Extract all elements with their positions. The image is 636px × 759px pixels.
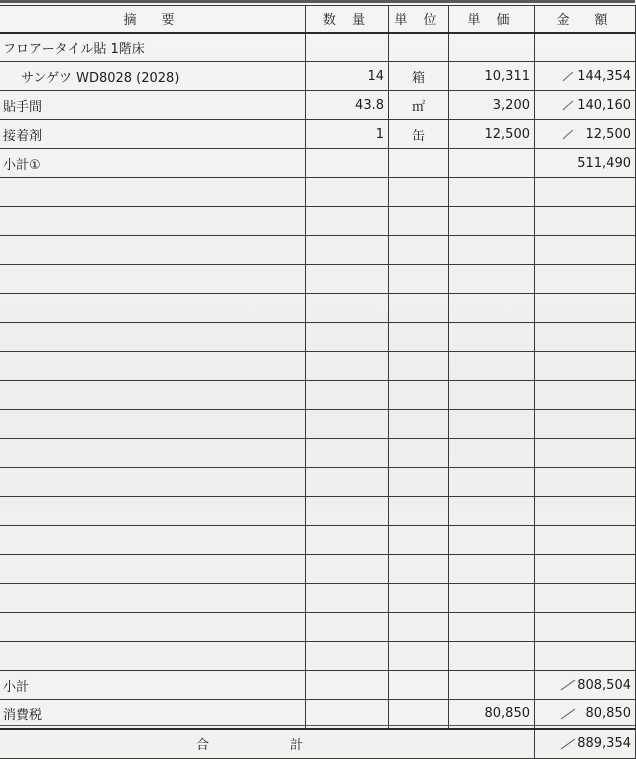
empty-row: [0, 584, 636, 613]
subtotal-unit-price: [449, 671, 535, 700]
tax-label: 消費税: [0, 700, 306, 729]
empty-quantity: [306, 613, 389, 642]
empty-description: [0, 410, 306, 439]
empty-description: [0, 323, 306, 352]
empty-unit: [389, 613, 449, 642]
empty-row: [0, 497, 636, 526]
empty-amount: [535, 468, 636, 497]
empty-amount: [535, 584, 636, 613]
empty-amount: [535, 526, 636, 555]
item-description: フロアータイル貼 1階床: [0, 33, 306, 62]
item-quantity: 1: [306, 120, 389, 149]
item-quantity: 14: [306, 62, 389, 91]
item-quantity: [306, 149, 389, 178]
empty-quantity: [306, 323, 389, 352]
empty-row: [0, 642, 636, 671]
item-amount-value: 12,500: [585, 126, 631, 142]
empty-row: [0, 207, 636, 236]
subtotal-row: [0, 671, 636, 700]
empty-amount: [535, 323, 636, 352]
item-amount-value: 140,160: [577, 97, 631, 113]
check-mark-icon: [559, 679, 577, 691]
total-label: 合 計: [0, 729, 535, 759]
empty-description: [0, 497, 306, 526]
table-row: [0, 91, 636, 120]
bottom-edge: [0, 725, 635, 726]
item-unit-price: [449, 33, 535, 62]
tax-unit-price: 80,850: [449, 700, 535, 729]
empty-unit-price: [449, 555, 535, 584]
empty-row: [0, 410, 636, 439]
empty-unit: [389, 352, 449, 381]
empty-unit-price: [449, 352, 535, 381]
subtotal-label: 小計: [0, 671, 306, 700]
empty-unit-price: [449, 265, 535, 294]
empty-quantity: [306, 294, 389, 323]
check-mark-icon: [559, 738, 577, 750]
empty-description: [0, 613, 306, 642]
item-unit-price: 10,311: [449, 62, 535, 91]
empty-description: [0, 294, 306, 323]
empty-unit-price: [449, 236, 535, 265]
total-amount: [535, 729, 636, 759]
item-description: 接着剤: [0, 120, 306, 149]
empty-amount: [535, 294, 636, 323]
empty-unit-price: [449, 584, 535, 613]
empty-description: [0, 381, 306, 410]
table-body: [0, 33, 636, 759]
empty-amount: [535, 613, 636, 642]
item-unit: [389, 149, 449, 178]
check-mark-icon: [559, 708, 577, 720]
item-amount-value: 144,354: [577, 68, 631, 84]
header-unit: 単 位: [389, 6, 449, 33]
empty-unit-price: [449, 613, 535, 642]
header-quantity: 数 量: [306, 6, 389, 33]
empty-row: [0, 439, 636, 468]
empty-quantity: [306, 178, 389, 207]
empty-quantity: [306, 497, 389, 526]
empty-quantity: [306, 236, 389, 265]
empty-unit: [389, 265, 449, 294]
subtotal-unit: [389, 671, 449, 700]
check-mark-icon: [561, 128, 575, 140]
item-amount: [535, 62, 636, 91]
empty-row: [0, 294, 636, 323]
empty-row: [0, 468, 636, 497]
empty-unit-price: [449, 294, 535, 323]
table-row: [0, 120, 636, 149]
empty-quantity: [306, 526, 389, 555]
empty-unit-price: [449, 497, 535, 526]
empty-description: [0, 468, 306, 497]
item-unit-price: [449, 149, 535, 178]
empty-row: [0, 555, 636, 584]
header-row: [0, 6, 636, 33]
empty-unit: [389, 410, 449, 439]
empty-description: [0, 584, 306, 613]
empty-unit: [389, 584, 449, 613]
empty-unit-price: [449, 410, 535, 439]
item-quantity: 43.8: [306, 91, 389, 120]
empty-quantity: [306, 207, 389, 236]
item-unit: ㎡: [389, 91, 449, 120]
empty-row: [0, 526, 636, 555]
empty-row: [0, 352, 636, 381]
empty-quantity: [306, 381, 389, 410]
item-unit: [389, 33, 449, 62]
top-edge: [0, 0, 635, 3]
header-amount: 金 額: [535, 6, 636, 33]
empty-unit: [389, 323, 449, 352]
subtotal-amount-value: 808,504: [577, 677, 631, 693]
check-mark-icon: [561, 99, 575, 111]
empty-quantity: [306, 439, 389, 468]
empty-unit: [389, 468, 449, 497]
empty-quantity: [306, 642, 389, 671]
empty-amount: [535, 265, 636, 294]
empty-amount: [535, 439, 636, 468]
item-description: 小計①: [0, 149, 306, 178]
item-unit-price: 12,500: [449, 120, 535, 149]
empty-quantity: [306, 410, 389, 439]
empty-unit: [389, 207, 449, 236]
table-row: [0, 62, 636, 91]
check-mark-icon: [561, 70, 575, 82]
subtotal-amount: [535, 671, 636, 700]
empty-unit: [389, 236, 449, 265]
item-description: 貼手間: [0, 91, 306, 120]
empty-quantity: [306, 265, 389, 294]
subtotal-quantity: [306, 671, 389, 700]
empty-row: [0, 613, 636, 642]
empty-unit-price: [449, 207, 535, 236]
header-description: 摘 要: [0, 6, 306, 33]
empty-unit: [389, 439, 449, 468]
empty-unit-price: [449, 178, 535, 207]
empty-amount: [535, 642, 636, 671]
header-unit-price: 単 価: [449, 6, 535, 33]
empty-description: [0, 207, 306, 236]
item-amount-value: 511,490: [577, 155, 631, 171]
empty-unit-price: [449, 323, 535, 352]
empty-description: [0, 439, 306, 468]
empty-unit: [389, 555, 449, 584]
empty-unit: [389, 642, 449, 671]
empty-description: [0, 265, 306, 294]
total-amount-value: 889,354: [577, 736, 631, 752]
item-amount: [535, 120, 636, 149]
table-row: [0, 149, 636, 178]
empty-amount: [535, 207, 636, 236]
empty-unit: [389, 178, 449, 207]
empty-unit: [389, 294, 449, 323]
tax-amount-value: 80,850: [585, 706, 631, 722]
empty-unit: [389, 381, 449, 410]
item-amount: [535, 91, 636, 120]
empty-description: [0, 178, 306, 207]
item-unit: 缶: [389, 120, 449, 149]
empty-amount: [535, 410, 636, 439]
empty-description: [0, 236, 306, 265]
empty-quantity: [306, 468, 389, 497]
empty-quantity: [306, 555, 389, 584]
empty-unit-price: [449, 381, 535, 410]
empty-amount: [535, 236, 636, 265]
empty-amount: [535, 497, 636, 526]
empty-unit: [389, 526, 449, 555]
estimate-table: [0, 5, 636, 759]
empty-unit-price: [449, 439, 535, 468]
empty-description: [0, 555, 306, 584]
empty-amount: [535, 381, 636, 410]
table-row: [0, 33, 636, 62]
empty-unit-price: [449, 526, 535, 555]
empty-unit: [389, 497, 449, 526]
empty-amount: [535, 555, 636, 584]
empty-row: [0, 236, 636, 265]
empty-amount: [535, 178, 636, 207]
item-description: サンゲツ WD8028 (2028): [0, 62, 306, 91]
item-unit: 箱: [389, 62, 449, 91]
empty-description: [0, 642, 306, 671]
empty-unit-price: [449, 468, 535, 497]
empty-row: [0, 178, 636, 207]
empty-quantity: [306, 584, 389, 613]
item-unit-price: 3,200: [449, 91, 535, 120]
empty-description: [0, 526, 306, 555]
empty-description: [0, 352, 306, 381]
empty-unit-price: [449, 642, 535, 671]
empty-amount: [535, 352, 636, 381]
item-amount: [535, 149, 636, 178]
total-row: [0, 729, 636, 759]
empty-row: [0, 381, 636, 410]
item-amount: [535, 33, 636, 62]
empty-row: [0, 323, 636, 352]
empty-row: [0, 265, 636, 294]
empty-quantity: [306, 352, 389, 381]
item-quantity: [306, 33, 389, 62]
